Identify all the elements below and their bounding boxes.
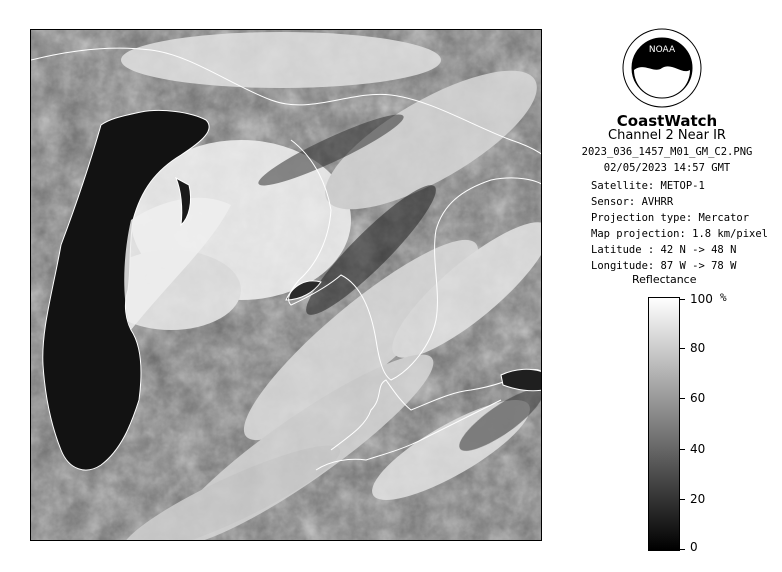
logo-text: NOAA (648, 45, 676, 55)
colorbar-tick-label: 20 (690, 492, 706, 506)
colorbar-tick-label: 0 (690, 540, 698, 554)
map-projection-label: Map projection: 1.8 km/pixel (591, 228, 769, 240)
colorbar-tick (679, 549, 685, 550)
satellite-image-svg (31, 30, 542, 541)
colorbar-tick-label: 60 (690, 391, 706, 405)
colorbar-tick (679, 499, 685, 500)
datetime-label: 02/05/2023 14:57 GMT (603, 162, 731, 174)
projection-label: Projection type: Mercator (591, 212, 750, 224)
longitude-label: Longitude: 87 W -> 78 W (591, 260, 737, 272)
colorbar-title: Reflectance (632, 273, 697, 286)
satellite-image (30, 29, 542, 541)
app-title: CoastWatch (616, 112, 718, 130)
satellite-label: Satellite: METOP-1 (591, 180, 705, 192)
colorbar-tick (679, 398, 685, 399)
colorbar-tick (679, 348, 685, 349)
colorbar-tick-label: 40 (690, 442, 706, 456)
sensor-label: Sensor: AVHRR (591, 196, 674, 208)
latitude-label: Latitude : 42 N -> 48 N (591, 244, 737, 256)
noaa-logo (622, 28, 702, 108)
colorbar-tick (679, 449, 685, 450)
colorbar-tick (679, 299, 685, 300)
colorbar-unit: % (720, 291, 727, 304)
channel-label: Channel 2 Near IR (608, 128, 726, 143)
colorbar (648, 297, 680, 551)
filename-label: 2023_036_1457_M01_GM_C2.PNG (581, 146, 753, 158)
colorbar-tick-label: 80 (690, 341, 706, 355)
colorbar-tick-label: 100 (690, 292, 713, 306)
